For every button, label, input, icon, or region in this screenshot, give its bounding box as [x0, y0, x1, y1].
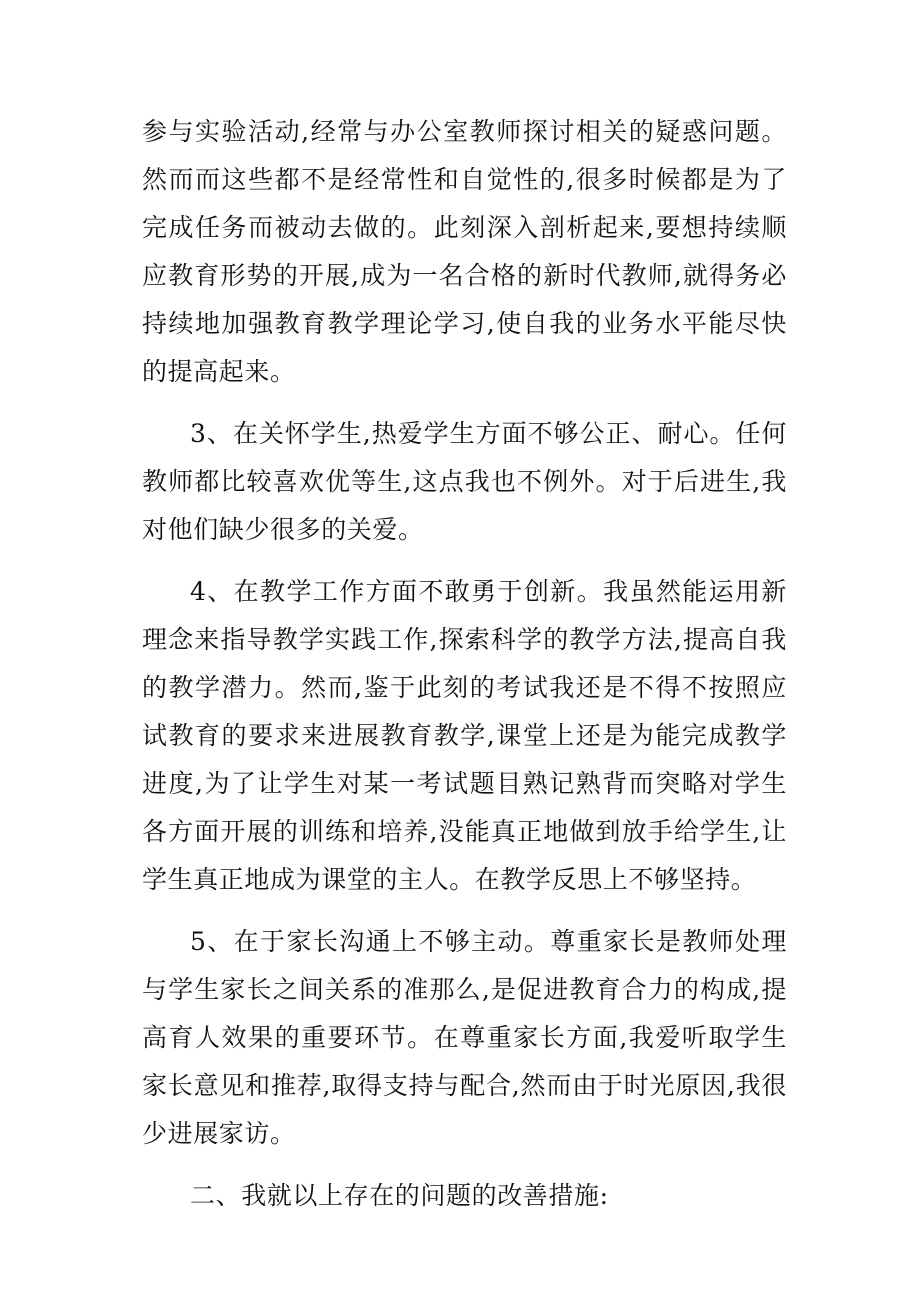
section-heading: 二、我就以上存在的问题的改善措施: [190, 1181, 609, 1210]
paragraph-continuation: 参与实验活动,经常与办公室教师探讨相关的疑惑问题。然而而这些都不是经常性和自觉性的,很多时候都是为了完成任务而被动去做的。此刻深入剖析起来,要想持续顺应教育形势的开展,成为一名合格的新时代教师,就得务必持续地加强教育教学理论学习,使自我的业务水平能尽快的提高起来。 [142, 117, 787, 386]
paragraph-item-3: 3、在关怀学生,热爱学生方面不够公正、耐心。任何教师都比较喜欢优等生,这点我也不例外。对于后进生,我对他们缺少很多的关爱。 [142, 419, 787, 544]
document-body [142, 108, 787, 1220]
paragraph-item-5: 5、在于家长沟通上不够主动。尊重家长是教师处理与学生家长之间关系的准那么,是促进教育合力的构成,提高育人效果的重要环节。在尊重家长方面,我爱听取学生家长意见和推荐,取得支持与配合,然而由于时光原因,我很少进展家访。 [142, 927, 787, 1148]
paragraph-item-4: 4、在教学工作方面不敢勇于创新。我虽然能运用新理念来指导教学实践工作,探索科学的教学方法,提高自我的教学潜力。然而,鉴于此刻的考试我还是不得不按照应试教育的要求来进展教育教学,课堂上还是为能完成教学进度,为了让学生对某一考试题目熟记熟背而突略对学生各方面开展的训练和培养,没能真正地做到放手给学生,让学生真正地成为课堂的主人。在教学反思上不够坚持。 [142, 577, 787, 894]
